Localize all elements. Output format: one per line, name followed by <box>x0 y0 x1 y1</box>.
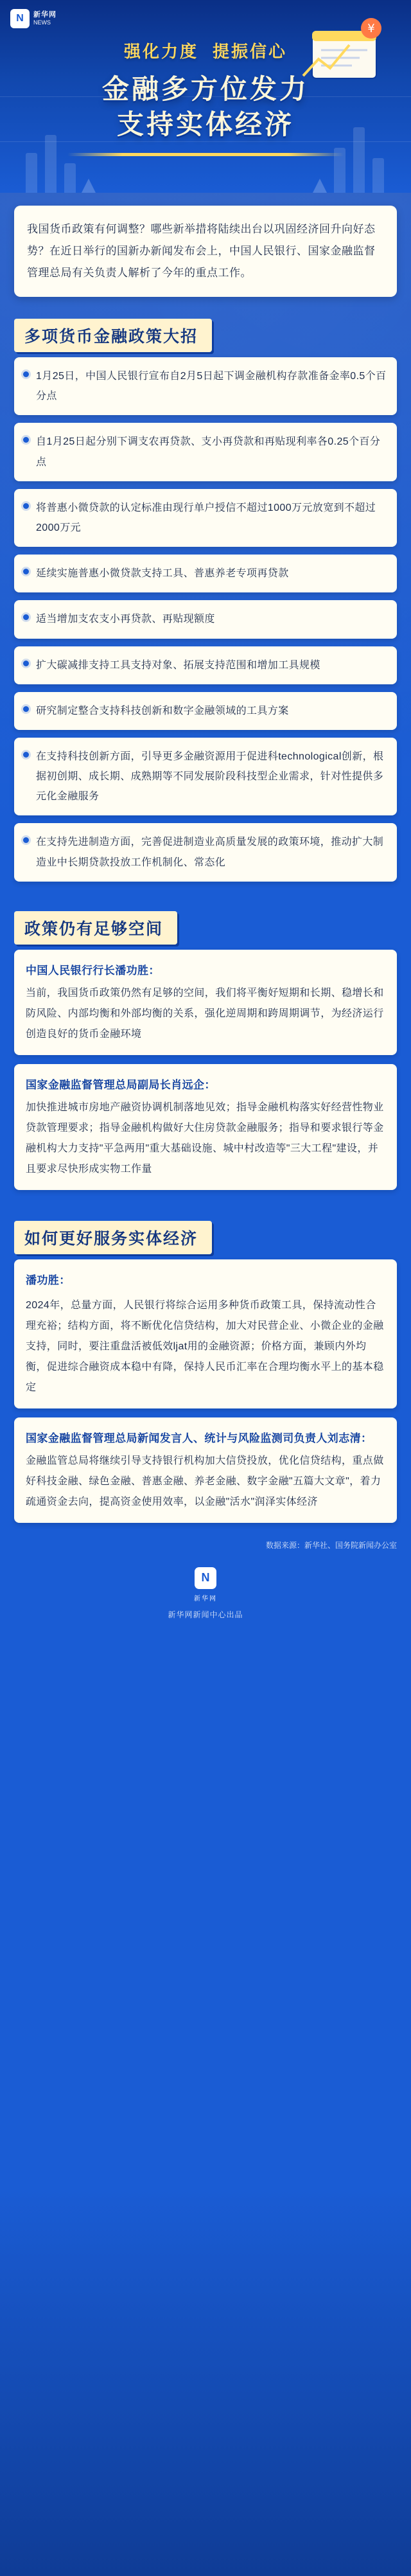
speaker-block <box>14 1064 397 1190</box>
list-item: 在支持科技创新方面，引导更多金融资源用于促进科technological创新，根据初创期、成长期、成熟期等不同发展阶段科技型企业需求，针对性提供多元化金融服务 <box>14 738 397 816</box>
footer-logo-text: 新华网 <box>194 1595 217 1603</box>
lead-paragraph: 我国货币政策有何调整？哪些新举措将陆续出台以巩固经济回升向好态势？在近日举行的国新办新闻发布会上，中国人民银行、国家金融监督管理总局有关负责人解析了今年的重点工作。 <box>14 206 397 297</box>
logo-text-en: NEWS <box>33 19 51 26</box>
decor-bar <box>26 153 37 193</box>
list-item: 扩大碳减排支持工具支持对象、拓展支持范围和增加工具规模 <box>14 646 397 684</box>
footer-credit: 新华网新闻中心出品 <box>168 1610 243 1619</box>
content-area <box>0 193 411 1523</box>
list-item: 在支持先进制造方面，完善促进制造业高质量发展的政策环境，推动扩大制造业中长期贷款投放工作机制化、常态化 <box>14 823 397 881</box>
section-heading-1 <box>14 319 212 352</box>
decor-bar <box>372 158 384 193</box>
speaker-name: 国家金融监督管理总局新闻发言人、统计与风险监测司负责人刘志清： <box>26 1432 372 1444</box>
hero-kicker-left: 强化力度 <box>123 42 198 61</box>
hero-banner <box>0 0 411 193</box>
speaker-quote: 加快推进城市房地产融资协调机制落地见效；指导金融机构落实好经营性物业贷款管理要求；指导金融机构做好大住房贷款金融服务；指导和要求银行等金融机构大力支持"平急两用"重大基础设施、城中村改造等"三大工程"建设，并且要求尽快形成实物工作量 <box>26 1101 384 1175</box>
footer-logo <box>0 1567 411 1603</box>
hero-kicker <box>124 39 287 62</box>
list-item: 研究制定整合支持科技创新和数字金融领域的工具方案 <box>14 692 397 730</box>
logo-text <box>33 11 57 26</box>
hero-title-line1: 金融多方位发力 <box>101 74 309 104</box>
hero-kicker-right: 提振信心 <box>213 42 288 61</box>
speaker-block <box>14 950 397 1055</box>
brand-logo <box>10 9 57 28</box>
svg-text:¥: ¥ <box>367 22 375 35</box>
title-underline <box>67 153 344 156</box>
section-heading-2 <box>14 911 177 945</box>
section-heading-3 <box>14 1221 212 1254</box>
speaker-block <box>14 1417 397 1523</box>
hero-title-line2: 支持实体经济 <box>116 109 294 140</box>
list-item: 延续实施普惠小微贷款支持工具、普惠养老专项再贷款 <box>14 555 397 592</box>
source-note: 数据来源：新华社、国务院新闻办公室 <box>265 1540 397 1550</box>
up-arrow-icon <box>80 179 97 193</box>
footer-logo-mark: N <box>195 1567 216 1589</box>
logo-mark: N <box>10 9 30 28</box>
speaker-quote: 2024年，总量方面，人民银行将综合运用多种货币政策工具，保持流动性合理充裕；结构方面，将不断优化信贷结构，加大对民营企业、小微企业的金融支持，同时，要注重盘活被低效ljat用的金融资源；价格方面，兼顾内外均衡，促进综合融资成本稳中有降，保持人民币汇率在合理均衡水平上的基本稳定 <box>26 1299 384 1393</box>
up-arrow-icon <box>311 179 328 193</box>
logo-text-cn: 新华网 <box>33 11 57 19</box>
hero-title-block <box>0 39 411 156</box>
section-heading-2-label: 政策仍有足够空间 <box>14 911 177 945</box>
list-item: 1月25日，中国人民银行宣布自2月5日起下调金融机构存款准备金率0.5个百分点 <box>14 357 397 415</box>
speaker-block <box>14 1259 397 1408</box>
section-heading-1-label: 多项货币金融政策大招 <box>14 319 212 352</box>
list-item: 自1月25日起分别下调支农再贷款、支小再贷款和再贴现利率各0.25个百分点 <box>14 423 397 481</box>
speaker-name: 中国人民银行行长潘功胜： <box>26 964 160 977</box>
speaker-quote: 当前，我国货币政策仍然有足够的空间，我们将平衡好短期和长期、稳增长和防风险、内部均衡和外部均衡的关系，强化逆周期和跨周期调节，为经济运行创造良好的货币金融环境 <box>26 987 384 1040</box>
speaker-quote: 金融监管总局将继续引导支持银行机构加大信贷投放，优化信贷结构，重点做好科技金融、绿色金融、普惠金融、养老金融、数字金融"五篇大文章"，着力疏通资金去向，提高资金使用效率，以金融"活水"润泽实体经济 <box>26 1455 384 1507</box>
list-item: 将普惠小微贷款的认定标准由现行单户授信不超过1000万元放宽到不超过2000万元 <box>14 489 397 547</box>
decor-bar <box>64 163 76 193</box>
hero-main-title <box>0 71 411 143</box>
speaker-name: 潘功胜： <box>26 1274 71 1286</box>
list-item: 适当增加支农支小再贷款、再贴现额度 <box>14 600 397 638</box>
section-heading-3-label: 如何更好服务实体经济 <box>14 1221 212 1254</box>
speaker-name: 国家金融监督管理总局副局长肖远企： <box>26 1078 216 1091</box>
